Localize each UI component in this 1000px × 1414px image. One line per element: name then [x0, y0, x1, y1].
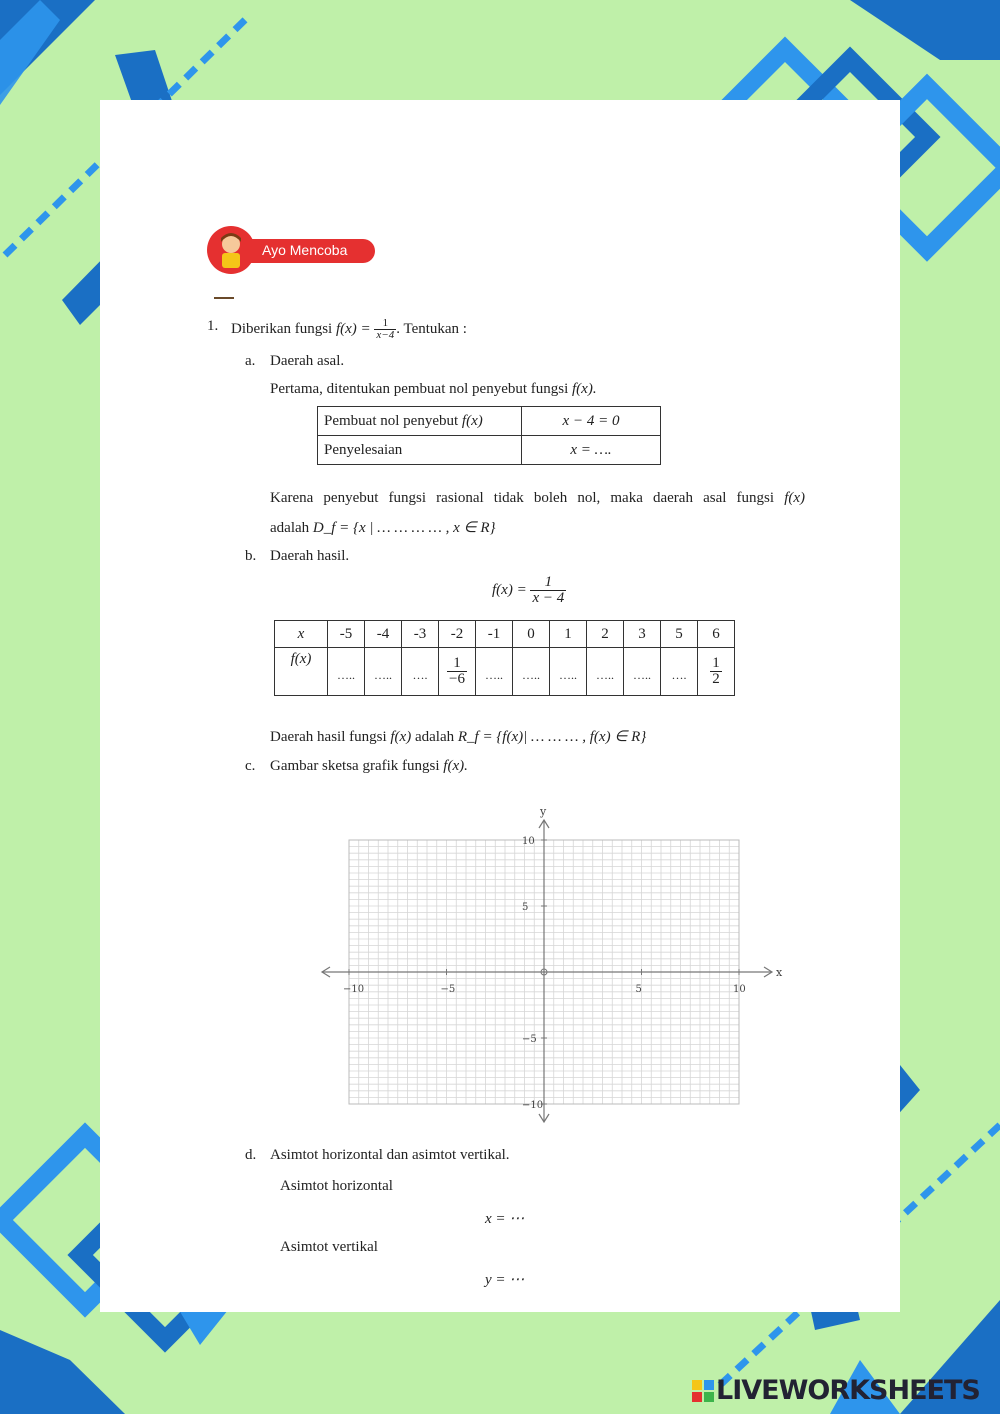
values-table — [274, 620, 735, 696]
f-value-blank[interactable]: …. — [402, 648, 439, 696]
answer-blank[interactable]: x = …. — [522, 436, 661, 465]
part-a-label: a. — [245, 353, 256, 369]
range-answer[interactable]: R_f = {f(x)| … … … , f(x) ∈ R} — [457, 729, 647, 745]
x-tick-label: −10 — [343, 984, 365, 995]
x-value-cell: 5 — [661, 621, 698, 648]
vertical-asymptote-label: Asimtot vertikal — [280, 1239, 378, 1255]
f-value-given: $\frac{1}{-6}$ — [439, 648, 476, 696]
f-value-blank[interactable]: ….. — [365, 648, 402, 696]
x-value-cell: -2 — [439, 621, 476, 648]
divider — [214, 297, 234, 299]
f-value-blank[interactable]: ….. — [476, 648, 513, 696]
part-b-label: b. — [245, 548, 257, 564]
girl-mascot-icon — [213, 230, 249, 270]
table-row-value: x − 4 = 0 — [522, 407, 661, 436]
ayo-mencoba-badge — [207, 226, 375, 274]
horizontal-asymptote-label: Asimtot horizontal — [280, 1178, 393, 1194]
table-row-label: Pembuat nol penyebut f(x) — [318, 407, 522, 436]
x-value-cell: -3 — [402, 621, 439, 648]
x-value-cell: -1 — [476, 621, 513, 648]
f-value-blank[interactable]: ….. — [328, 648, 365, 696]
worksheet-page — [100, 100, 900, 1312]
question-number: 1. — [207, 318, 219, 334]
row-x-label: x — [275, 621, 328, 648]
x-value-cell: 0 — [513, 621, 550, 648]
liveworksheets-brand: LIVEWORKSHEETS — [716, 1375, 980, 1406]
x-axis-label: x — [776, 966, 783, 979]
part-a-text2: Karena penyebut fungsi rasional tidak boleh nol, maka daerah asal fungsi f(x) — [270, 490, 806, 506]
domain-answer[interactable]: D_f = {x | … … … … , x ∈ R} — [312, 520, 496, 536]
y-tick-label: −5 — [522, 1034, 537, 1045]
x-value-cell: 6 — [698, 621, 735, 648]
f-value-blank[interactable]: ….. — [513, 648, 550, 696]
part-b-title: Daerah hasil. — [270, 548, 350, 564]
zero-denominator-table — [317, 406, 661, 465]
part-a-text1: Pertama, ditentukan pembuat nol penyebut fungsi f(x). — [270, 381, 597, 397]
table-row-label: Penyelesaian — [318, 436, 522, 465]
part-c-title: Gambar sketsa grafik fungsi f(x). — [270, 758, 468, 774]
y-tick-label: 10 — [522, 836, 535, 847]
badge-label: Ayo Mencoba — [262, 242, 348, 258]
range-statement: Daerah hasil fungsi f(x) adalah R_f = {f(x)| … … … , f(x) ∈ R} — [270, 729, 647, 745]
coordinate-grid[interactable] — [310, 800, 790, 1130]
part-c-label: c. — [245, 758, 256, 774]
part-b-formula: f(x) = $\frac{1}{x - 4}$ — [492, 574, 565, 606]
part-d-title: Asimtot horizontal dan asimtot vertikal. — [270, 1147, 510, 1163]
x-value-cell: 3 — [624, 621, 661, 648]
x-value-cell: -5 — [328, 621, 365, 648]
y-tick-label: 5 — [522, 902, 529, 913]
f-value-given: $\frac{1}{2}$ — [698, 648, 735, 696]
x-value-cell: -4 — [365, 621, 402, 648]
part-d-label: d. — [245, 1147, 257, 1163]
part-a-text3: adalah D_f = {x | … … … … , x ∈ R} — [270, 520, 496, 536]
f-value-blank[interactable]: ….. — [550, 648, 587, 696]
x-value-cell: 1 — [550, 621, 587, 648]
liveworksheets-logo-icon — [692, 1380, 714, 1402]
y-axis-label: y — [540, 805, 547, 818]
vertical-asymptote-answer[interactable]: y = ⋯ — [485, 1272, 525, 1288]
y-tick-label: −10 — [522, 1100, 544, 1111]
x-tick-label: 10 — [733, 984, 746, 995]
part-a-title: Daerah asal. — [270, 353, 345, 369]
x-tick-label: −5 — [440, 984, 456, 995]
f-value-blank[interactable]: ….. — [587, 648, 624, 696]
horizontal-asymptote-answer[interactable]: x = ⋯ — [485, 1211, 525, 1227]
f-value-blank[interactable]: …. — [661, 648, 698, 696]
f-value-blank[interactable]: ….. — [624, 648, 661, 696]
question-intro: Diberikan fungsi f(x) = $\frac{1}{x-4}$ . Tentukan : — [231, 317, 467, 341]
x-tick-label: 5 — [635, 984, 642, 995]
x-value-cell: 2 — [587, 621, 624, 648]
row-f-label: f(x) — [275, 648, 328, 696]
